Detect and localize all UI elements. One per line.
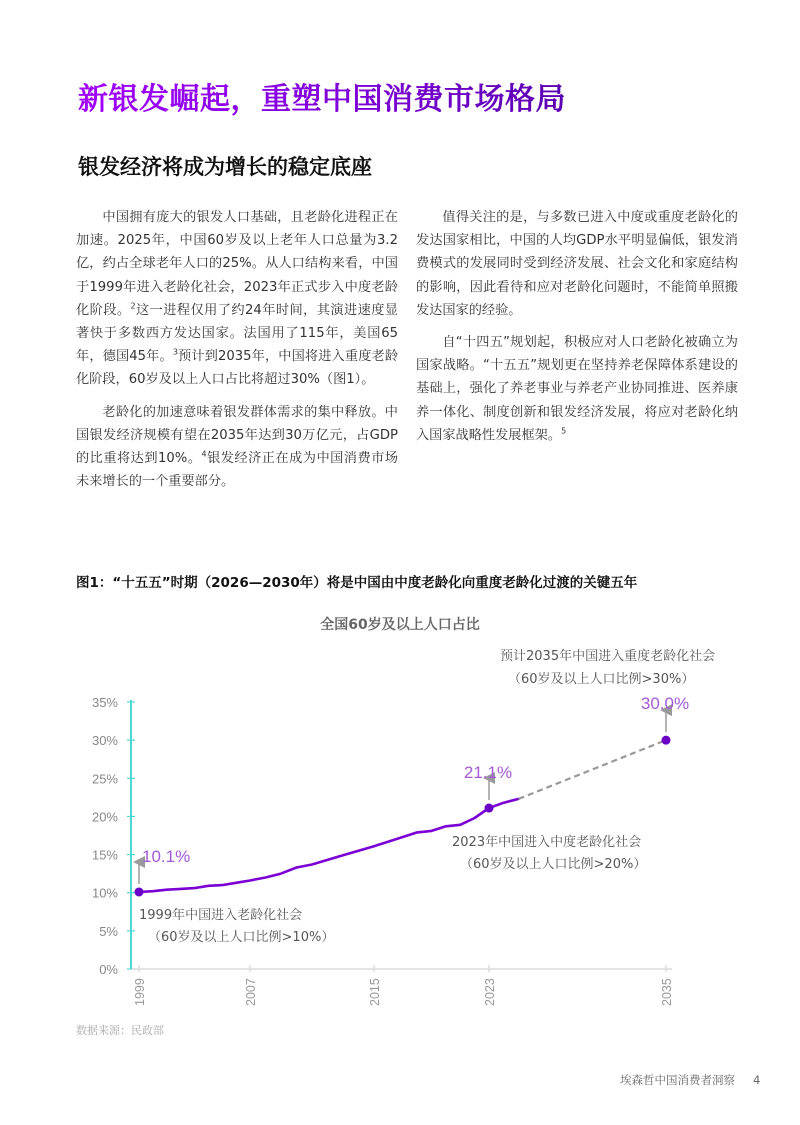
- x-tick-label: 2007: [244, 978, 258, 1006]
- x-tick-label: 1999: [133, 978, 147, 1006]
- data-point-marker: [135, 887, 144, 896]
- paragraph-text: 值得关注的是，与多数已进入中度或重度老龄化的发达国家相比，中国的人均GDP水平明显偏低，银发消费模式的发展同时受到经济发展、社会文化和家庭结构的影响，因此看待和应对老龄化问题时，不能简单照搬发达国家的经验。: [416, 210, 738, 318]
- y-tick-label: 10%: [91, 885, 118, 901]
- y-tick-label: 15%: [91, 847, 118, 863]
- footnote-ref: 2: [130, 301, 136, 311]
- footnote-ref: 3: [172, 347, 178, 357]
- chart-annotations: [135, 648, 716, 945]
- annotation-subtext: （60岁及以上人口比例>30%）: [508, 672, 695, 687]
- page-footer: [620, 1072, 760, 1088]
- paragraph-text: 预计到2035年，中国将进入重度老龄化阶段，60岁及以上人口占比将超过30%（图1）。: [76, 349, 399, 388]
- value-label: 30.0%: [640, 694, 690, 713]
- paragraph-text: 这一进程仅用了约24年时间，其演进速度显著快于多数西方发达国家。法国用了115年，美国65年，德国45年。: [76, 302, 399, 365]
- y-tick-label: 35%: [91, 695, 118, 710]
- y-tick-label: 30%: [91, 733, 118, 749]
- x-tick-label: 2023: [483, 978, 497, 1006]
- annotation-subtext: （60岁及以上人口比例>20%）: [460, 857, 647, 872]
- y-tick-label: 20%: [91, 809, 118, 825]
- y-axis-ticks: [92, 695, 135, 977]
- paragraph-text: 银发经济正在成为中国消费市场未来增长的一个重要部分。: [76, 451, 398, 490]
- publication-name: 埃森哲中国消费者洞察: [620, 1073, 735, 1087]
- chart-title: 全国60岁及以上人口占比: [320, 617, 480, 633]
- annotation-text: 2023年中国进入中度老龄化社会: [452, 835, 642, 850]
- value-label: 10.1%: [142, 847, 191, 866]
- data-point-marker: [662, 736, 671, 745]
- paragraph-text: 老龄化的加速意味着银发群体需求的集中释放。中国银发经济规模有望在2035年达到30万亿元，占GDP的比重将达到10%。: [76, 404, 398, 467]
- value-label: 21.1%: [463, 763, 513, 782]
- footnote-ref: 5: [561, 426, 567, 436]
- y-tick-label: 25%: [91, 771, 118, 787]
- x-tick-label: 2035: [660, 978, 674, 1006]
- figure-caption: 图1：“十五五”时期（2026—2030年）将是中国由中度老龄化向重度老龄化过渡的关键五年: [76, 575, 638, 591]
- page-number: 4: [753, 1073, 761, 1087]
- section-subtitle: 银发经济将成为增长的稳定底座: [78, 155, 372, 179]
- paragraph-text: 自“十四五”规划起，积极应对人口老龄化被确立为国家战略。“十五五”规划更在坚持养老保障体系建设的基础上，强化了养老事业与养老产业协同推进、医养康养一体化、制度创新和银发经济发展，将应对老龄化纳入国家战略性发展框架。: [416, 335, 738, 443]
- x-axis-ticks: [133, 965, 674, 1006]
- paragraph-text: 中国拥有庞大的银发人口基础，且老龄化进程正在加速。2025年，中国60岁及以上老年人口总量为3.2亿，约占全球老年人口的25%。从人口结构来看，中国于1999年进入老龄化社会，2023年正式步入中度老龄化阶段。: [76, 210, 398, 318]
- annotation-text: 预计2035年中国进入重度老龄化社会: [500, 649, 716, 664]
- footnote-ref: 4: [201, 449, 207, 459]
- data-source: 数据来源：民政部: [76, 1024, 164, 1037]
- x-tick-label: 2015: [368, 978, 382, 1006]
- y-tick-label: 0%: [99, 962, 118, 977]
- y-tick-label: 5%: [99, 923, 118, 939]
- data-point-marker: [485, 804, 494, 813]
- page-title: 新银发崛起，重塑中国消费市场格局: [78, 74, 566, 118]
- annotation-subtext: （60岁及以上人口比例>10%）: [148, 930, 335, 945]
- annotation-text: 1999年中国进入老龄化社会: [139, 908, 303, 923]
- forecast-series-line: [519, 740, 667, 799]
